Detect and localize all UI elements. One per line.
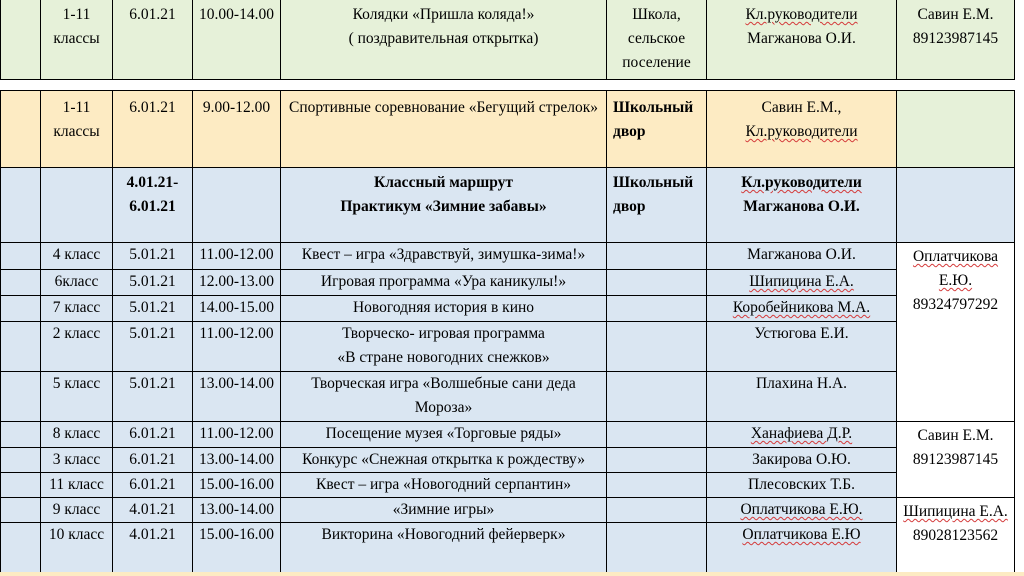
date-cell: 5.01.21 [113, 296, 193, 322]
place-cell: Школа, сельское поселение [607, 0, 707, 80]
contact-cell [897, 91, 1015, 168]
responsible-cell: Шипицина Е.А. [707, 270, 897, 296]
table-row [1, 448, 1015, 473]
event-cell: Викторина «Новогодний фейерверк» [281, 523, 607, 573]
place-cell [607, 243, 707, 270]
cell-empty [1, 322, 41, 372]
contact-name: Савин Е.М. [917, 427, 994, 444]
date-line: 4.01.21- [126, 174, 179, 191]
grade-cell: 6класс [41, 270, 113, 296]
cell-empty [1, 498, 41, 523]
time-cell: 11.00-12.00 [193, 322, 281, 372]
table-row [1, 91, 1015, 168]
event-line: Творческая игра «Волшебные сани деда [311, 375, 576, 392]
place-cell: Школьный двор [607, 168, 707, 243]
table-row [1, 372, 1015, 422]
date-cell: 5.01.21 [113, 243, 193, 270]
date-line: 6.01.21 [129, 198, 176, 215]
contact-name: Оплатчикова Е.Ю. [912, 248, 999, 289]
cell-empty [1, 523, 41, 573]
date-cell: 5.01.21 [113, 270, 193, 296]
table-row [1, 243, 1015, 270]
time-cell: 15.00-16.00 [193, 473, 281, 498]
cell-empty [1, 422, 41, 448]
responsible-line: Савин Е.М., [761, 99, 842, 116]
place-cell [607, 473, 707, 498]
contact-cell [897, 498, 1015, 573]
event-line: Творческо- игровая программа [342, 325, 545, 342]
grade-cell: 11 класс [41, 473, 113, 498]
event-text: Квест – игра «Здравствуй, зимушка-зима!» [301, 246, 586, 263]
contact-name: Шипицина Е.А. [903, 503, 1008, 520]
place-cell [607, 498, 707, 523]
cell-empty [1, 473, 41, 498]
date-cell: 6.01.21 [113, 448, 193, 473]
event-line: Классный маршрут [374, 174, 513, 191]
date-cell: 5.01.21 [113, 322, 193, 372]
table-row [1, 473, 1015, 498]
event-cell [281, 243, 607, 270]
place-cell [607, 372, 707, 422]
responsible-line: Кл.руководители [745, 123, 858, 140]
cell-empty [1, 168, 41, 243]
time-cell: 15.00-16.00 [193, 523, 281, 573]
date-cell: 4.01.21 [113, 498, 193, 523]
table-row [1, 0, 1015, 80]
cell-empty [1, 372, 41, 422]
grade-cell: 9 класс [41, 498, 113, 523]
responsible-line: Кл.руководители [741, 174, 862, 191]
event-cell: Конкурс «Снежная открытка к рождеству» [281, 448, 607, 473]
responsible-cell: Ханафиева Д.Р. [707, 422, 897, 448]
schedule-table-top [0, 0, 1015, 80]
event-cell [281, 372, 607, 422]
event-cell: Посещение музея «Торговые ряды» [281, 422, 607, 448]
event-cell [281, 322, 607, 372]
table-row [1, 270, 1015, 296]
table-row [1, 422, 1015, 448]
time-cell: 13.00-14.00 [193, 372, 281, 422]
contact-cell [897, 422, 1015, 498]
responsible-cell [707, 168, 897, 243]
event-cell: Спортивные соревнование «Бегущий стрелок» [281, 91, 607, 168]
cell-empty [41, 168, 113, 243]
time-cell: 14.00-15.00 [193, 296, 281, 322]
cell-empty [1, 243, 41, 270]
cell-empty [1, 270, 41, 296]
place-cell [607, 422, 707, 448]
grade-cell: 7 класс [41, 296, 113, 322]
grade-cell: 1-11 классы [41, 91, 113, 168]
table-row [1, 168, 1015, 243]
schedule-table-main [0, 90, 1015, 573]
contact-phone: 89028123562 [912, 527, 999, 544]
place-cell [607, 322, 707, 372]
cell-empty [1, 448, 41, 473]
contact-phone: 89324797292 [912, 296, 999, 313]
grade-cell: 1-11 классы [41, 0, 113, 80]
contact-phone: 89123987145 [912, 30, 999, 47]
time-cell: 11.00-12.00 [193, 422, 281, 448]
place-cell [607, 270, 707, 296]
grade-cell: 3 класс [41, 448, 113, 473]
event-cell [281, 168, 607, 243]
contact-name: Савин Е.М. [917, 6, 994, 23]
cell-empty [1, 91, 41, 168]
place-cell [607, 296, 707, 322]
responsible-cell [707, 0, 897, 80]
event-line: Колядки «Пришла коляда!» [352, 6, 535, 23]
date-cell [113, 168, 193, 243]
date-cell: 6.01.21 [113, 0, 193, 80]
responsible-cell: Оплатчикова Е.Ю. [707, 498, 897, 523]
table-row [1, 498, 1015, 523]
cell-empty [1, 0, 41, 80]
grade-cell: 5 класс [41, 372, 113, 422]
responsible-line: Магжанова О.И. [747, 30, 856, 47]
time-cell: 13.00-14.00 [193, 448, 281, 473]
place-cell [607, 448, 707, 473]
contact-cell [897, 243, 1015, 422]
date-cell: 6.01.21 [113, 473, 193, 498]
responsible-line: Магжанова О.И. [743, 198, 860, 215]
date-cell: 4.01.21 [113, 523, 193, 573]
table-row [1, 296, 1015, 322]
grade-cell: 8 класс [41, 422, 113, 448]
responsible-cell: Магжанова О.И. [707, 243, 897, 270]
responsible-cell: Закирова О.Ю. [707, 448, 897, 473]
cell-empty [1, 296, 41, 322]
event-cell: «Зимние игры» [281, 498, 607, 523]
date-cell: 6.01.21 [113, 91, 193, 168]
time-cell: 13.00-14.00 [193, 498, 281, 523]
responsible-cell: Коробейникова М.А. [707, 296, 897, 322]
time-cell: 12.00-13.00 [193, 270, 281, 296]
event-cell: Игровая программа «Ура каникулы!» [281, 270, 607, 296]
place-cell: Школьный двор [607, 91, 707, 168]
responsible-cell: Устюгова Е.И. [707, 322, 897, 372]
responsible-cell: Плесовских Т.Б. [707, 473, 897, 498]
grade-cell: 2 класс [41, 322, 113, 372]
table-row [1, 322, 1015, 372]
time-cell: 9.00-12.00 [193, 91, 281, 168]
event-line: Мороза» [414, 399, 473, 416]
table-row [1, 523, 1015, 573]
time-cell: 11.00-12.00 [193, 243, 281, 270]
responsible-cell [707, 91, 897, 168]
date-cell: 6.01.21 [113, 422, 193, 448]
contact-phone: 89123987145 [912, 451, 999, 468]
grade-cell: 4 класс [41, 243, 113, 270]
date-cell: 5.01.21 [113, 372, 193, 422]
next-row-edge [0, 572, 1024, 576]
event-cell: Новогодняя история в кино [281, 296, 607, 322]
event-cell: Квест – игра «Новогодний серпантин» [281, 473, 607, 498]
place-cell [607, 523, 707, 573]
time-cell: 10.00-14.00 [193, 0, 281, 80]
cell-empty [193, 168, 281, 243]
contact-cell [897, 0, 1015, 80]
responsible-cell: Плахина Н.А. [707, 372, 897, 422]
event-line: «В стране новогодних снежков» [337, 349, 550, 366]
grade-cell: 10 класс [41, 523, 113, 573]
contact-cell [897, 168, 1015, 243]
event-cell [281, 0, 607, 80]
event-line: ( поздравительная открытка) [348, 30, 539, 47]
responsible-cell: Оплатчикова Е.Ю [707, 523, 897, 573]
event-line: Практикум «Зимние забавы» [340, 198, 547, 215]
responsible-line: Кл.руководители [745, 6, 858, 23]
